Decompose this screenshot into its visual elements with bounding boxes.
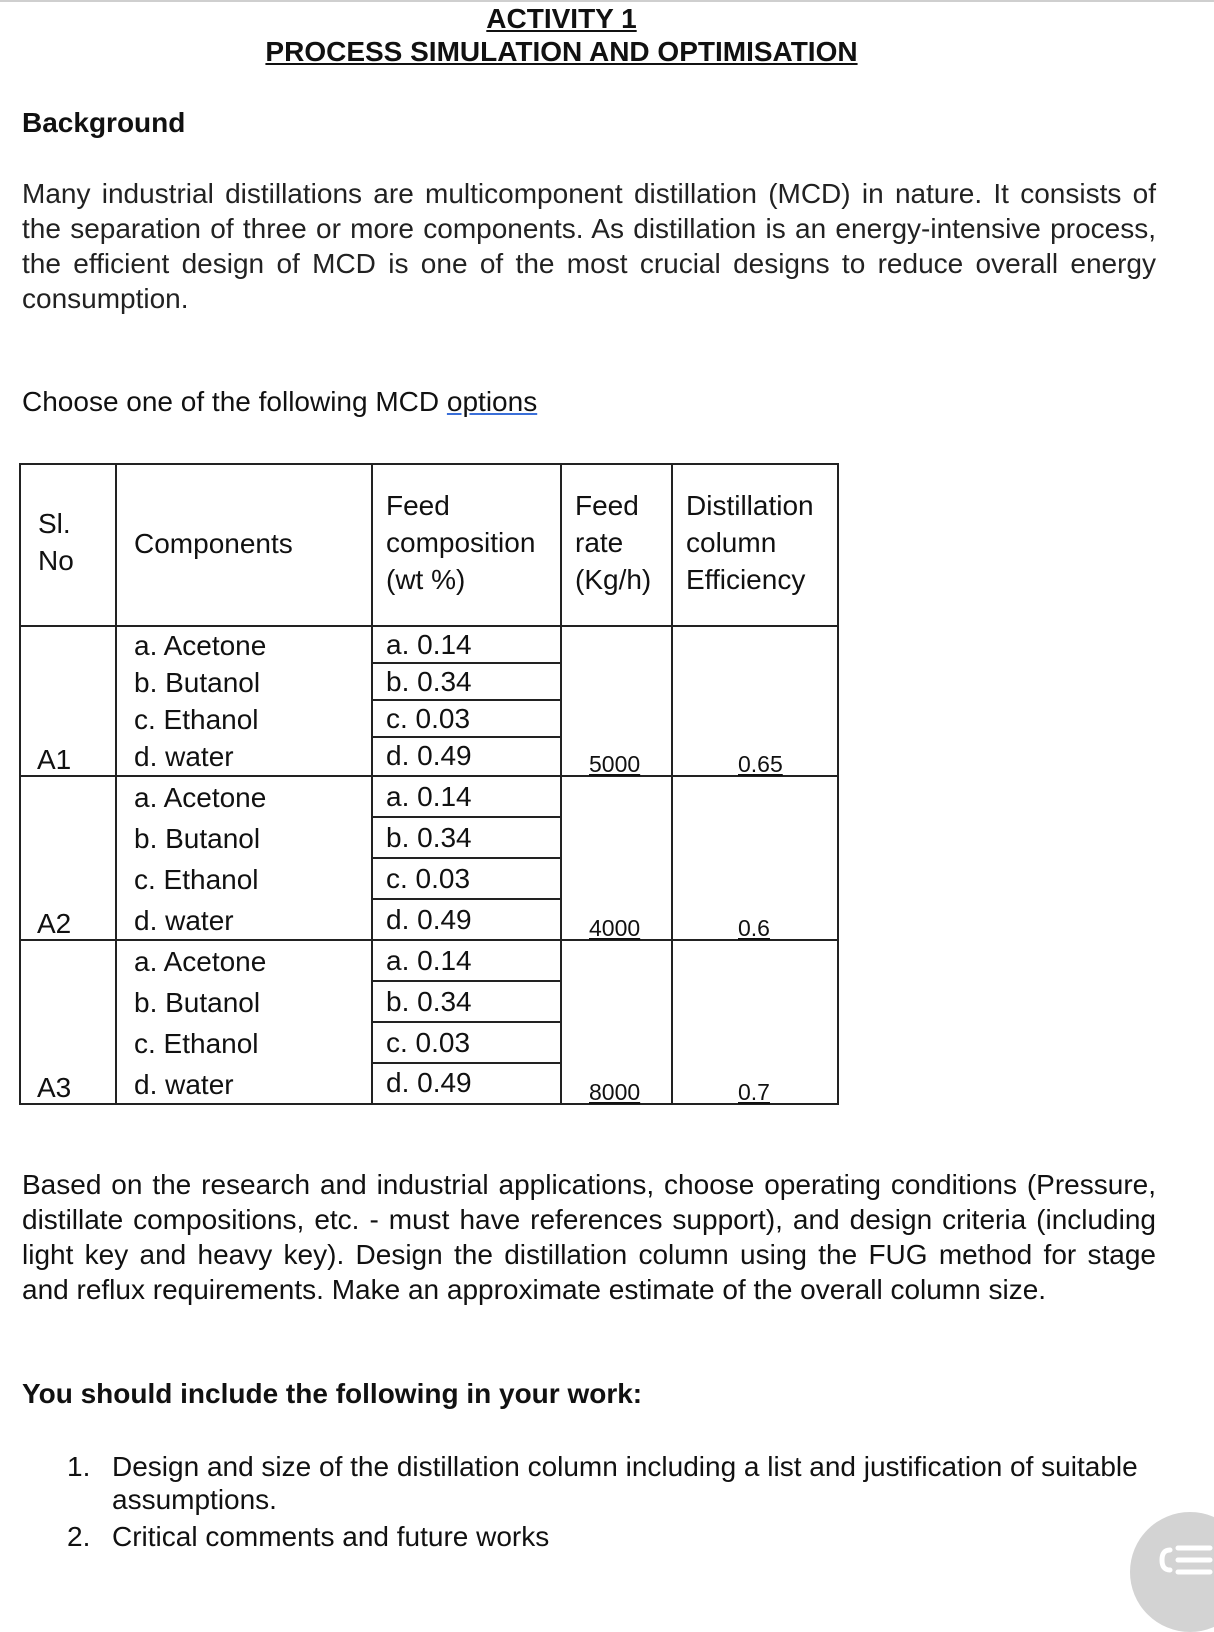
composition-item: c. 0.03	[373, 1021, 560, 1062]
sl-cell	[20, 776, 116, 940]
mcd-options-table	[19, 463, 839, 1105]
component-item: a. Acetone	[134, 946, 267, 977]
feed-rate-cell	[561, 626, 672, 776]
feed-rate-value: 8000	[589, 1079, 641, 1105]
sl-cell	[20, 940, 116, 1104]
header-components	[116, 464, 372, 626]
composition-item: d. 0.49	[373, 898, 560, 939]
page-subtitle: PROCESS SIMULATION AND OPTIMISATION	[265, 36, 858, 67]
sl-number: A1	[37, 744, 72, 775]
component-item: c. Ethanol	[134, 864, 259, 895]
menu-icon[interactable]	[1158, 1538, 1214, 1584]
sl-number: A2	[37, 908, 72, 939]
efficiency-cell	[672, 626, 838, 776]
component-item: d. water	[134, 1069, 234, 1100]
header-feed-rate	[561, 464, 672, 626]
list-item-number: 1.	[67, 1451, 91, 1482]
composition-item: b. 0.34	[373, 662, 560, 699]
composition-item: a. 0.14	[386, 945, 472, 976]
sl-number: A3	[37, 1072, 72, 1103]
work-list	[67, 1450, 1157, 1557]
list-item	[67, 1520, 1157, 1553]
efficiency-value: 0.6	[738, 915, 770, 941]
composition-item: a. 0.14	[386, 781, 472, 812]
component-item: b. Butanol	[134, 667, 261, 698]
table-row	[20, 626, 838, 776]
header-eff-line1: Distillation	[686, 490, 814, 521]
efficiency-cell	[672, 940, 838, 1104]
work-heading: You should include the following in your work:	[22, 1378, 643, 1409]
component-item: b. Butanol	[134, 987, 261, 1018]
composition-cell	[372, 776, 561, 940]
list-item-text: Design and size of the distillation column including a list and justification of suitable assumptions.	[112, 1451, 1138, 1515]
table-row	[20, 776, 838, 940]
component-item: d. water	[134, 905, 234, 936]
sl-cell	[20, 626, 116, 776]
feed-rate-cell	[561, 776, 672, 940]
component-item: a. Acetone	[134, 782, 267, 813]
choose-prefix: Choose one of the following MCD	[22, 386, 447, 417]
component-item: d. water	[134, 741, 234, 772]
background-paragraph: Many industrial distillations are multicomponent distillation (MCD) in nature. It consists of the separation of three or more components. As distillation is an energy-intensive process, the efficient design of MCD is one of the most crucial designs to reduce overall energy consumption.	[22, 178, 1156, 314]
header-eff-line3: Efficiency	[686, 564, 806, 595]
feed-rate-cell	[561, 940, 672, 1104]
feed-rate-value: 4000	[589, 915, 641, 941]
list-item-number: 2.	[67, 1521, 91, 1552]
composition-cell	[372, 940, 561, 1104]
table-header-row	[20, 464, 838, 626]
header-feed-composition	[372, 464, 561, 626]
composition-item: c. 0.03	[373, 699, 560, 736]
header-feed-line3: (wt %)	[386, 564, 466, 595]
component-item: a. Acetone	[134, 630, 267, 661]
composition-item: a. 0.14	[386, 629, 472, 660]
header-feed-line1: Feed	[386, 490, 450, 521]
design-paragraph: Based on the research and industrial applications, choose operating conditions (Pressure, distillate compositions, etc. - must have references support), and design criteria (including light key and heavy key). Design the distillation column using the FUG method for stage and reflux requirements. Make an approximate estimate of the overall column size.	[22, 1169, 1156, 1305]
component-item: b. Butanol	[134, 823, 261, 854]
background-heading: Background	[22, 107, 186, 138]
header-sl-no	[20, 464, 116, 626]
composition-item: d. 0.49	[373, 736, 560, 773]
components-cell	[116, 626, 372, 776]
components-cell	[116, 776, 372, 940]
feed-rate-value: 5000	[589, 751, 641, 777]
header-eff-line2: column	[686, 527, 777, 558]
component-item: c. Ethanol	[134, 1028, 259, 1059]
top-divider	[0, 0, 1214, 2]
efficiency-value: 0.7	[738, 1079, 770, 1105]
composition-item: c. 0.03	[373, 857, 560, 898]
choose-instruction	[22, 386, 537, 418]
header-efficiency	[672, 464, 838, 626]
list-item-text: Critical comments and future works	[112, 1521, 550, 1552]
list-item	[67, 1450, 1157, 1516]
efficiency-value: 0.65	[738, 751, 783, 777]
table-row	[20, 940, 838, 1104]
page-title: ACTIVITY 1	[486, 3, 637, 34]
efficiency-cell	[672, 776, 838, 940]
header-rate-line3: (Kg/h)	[575, 564, 652, 595]
components-cell	[116, 940, 372, 1104]
header-rate-line1: Feed	[575, 490, 639, 521]
header-components-label: Components	[134, 528, 293, 559]
options-link[interactable]: options	[446, 386, 538, 417]
header-sl-line2: No	[38, 545, 74, 576]
composition-item: b. 0.34	[373, 980, 560, 1021]
header-sl-line1: Sl.	[38, 508, 71, 539]
composition-cell	[372, 626, 561, 776]
composition-item: b. 0.34	[373, 816, 560, 857]
composition-item: d. 0.49	[373, 1062, 560, 1101]
header-feed-line2: composition	[386, 527, 536, 558]
component-item: c. Ethanol	[134, 704, 259, 735]
header-rate-line2: rate	[575, 527, 624, 558]
